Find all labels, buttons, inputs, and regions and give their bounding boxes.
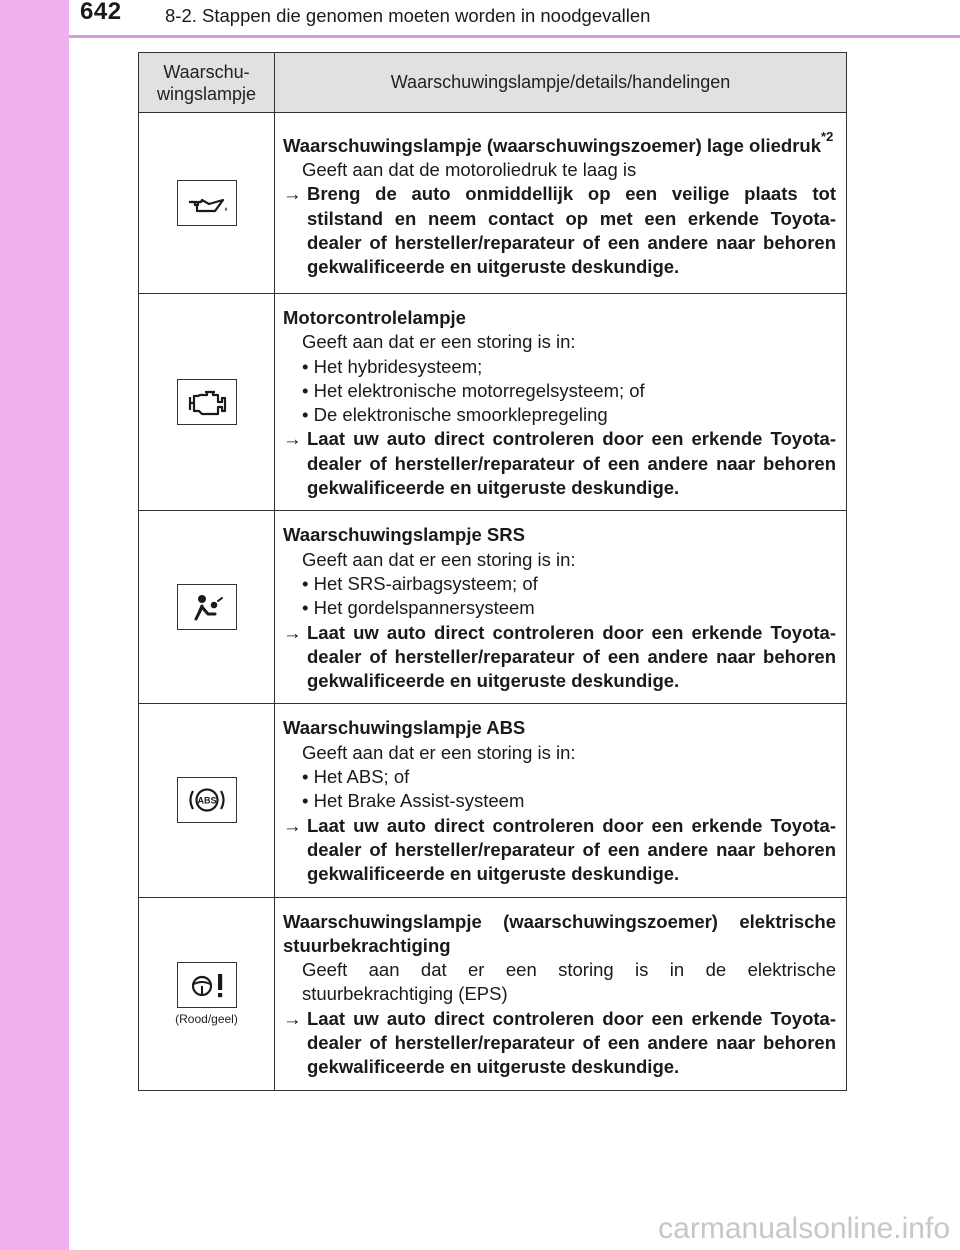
item-description: Geeft aan dat er een storing is in: bbox=[302, 741, 576, 763]
table-row bbox=[139, 897, 847, 1090]
item-title-text: Waarschuwingslampje (waarschuwingszoemer) lage oliedruk bbox=[283, 134, 822, 156]
item-description: Geeft aan dat er een storing is in de elektrische stuurbekrachtiging (EPS) bbox=[302, 959, 836, 1005]
item-action-text: Laat uw auto direct controleren door een erkende Toyota-dealer of hersteller/reparateur of een andere naar behoren gekwalificeerde en uitgeruste deskundige. bbox=[307, 814, 836, 885]
item-description: Geeft aan dat er een storing is in: bbox=[302, 548, 576, 570]
item-action-text: Laat uw auto direct controleren door een erkende Toyota-dealer of hersteller/reparateur of een andere naar behoren gekwalificeerde en uitgeruste deskundige. bbox=[307, 428, 836, 499]
abs-icon-label: ABS bbox=[196, 795, 217, 806]
item-description: Geeft aan dat de motoroliedruk te laag is bbox=[302, 158, 637, 180]
item-action bbox=[283, 1007, 836, 1080]
section-title: 8-2. Stappen die genomen moeten worden in noodgevallen bbox=[165, 5, 651, 26]
item-action bbox=[283, 621, 836, 694]
text-cell bbox=[275, 704, 847, 897]
item-action bbox=[283, 814, 836, 887]
item-action-text: Breng de auto onmiddellijk op een veilige plaats tot stilstand en neem contact op met een erkende Toyota-dealer of hersteller/reparateur of een andere naar behoren gekwalificeerde en uitgeruste deskundige. bbox=[307, 183, 836, 278]
table-header-row bbox=[139, 53, 847, 113]
side-color-strip bbox=[0, 0, 69, 1250]
list-item: • Het hybridesysteem; bbox=[302, 355, 483, 377]
item-description: Geeft aan dat er een storing is in: bbox=[302, 331, 576, 353]
text-cell bbox=[275, 113, 847, 294]
icon-cell bbox=[139, 704, 275, 897]
text-cell bbox=[275, 897, 847, 1090]
item-title: Waarschuwingslampje ABS bbox=[283, 717, 526, 739]
item-action bbox=[283, 182, 836, 279]
table-row bbox=[139, 511, 847, 704]
table-row bbox=[139, 113, 847, 294]
watermark: carmanualsonline.info bbox=[658, 1212, 950, 1245]
list-item: • Het SRS-airbagsysteem; of bbox=[302, 572, 538, 594]
page-number: 642 bbox=[80, 0, 122, 25]
arrow-icon: → bbox=[283, 1007, 302, 1029]
list-item: • Het elektronische motorregelsysteem; of bbox=[302, 379, 645, 401]
text-cell bbox=[275, 511, 847, 704]
icon-cell bbox=[139, 294, 275, 511]
power-steering-icon bbox=[177, 962, 237, 1008]
icon-cell bbox=[139, 511, 275, 704]
item-title: Waarschuwingslampje (waarschuwingszoemer) elektrische stuurbekrachtiging bbox=[283, 910, 836, 956]
item-title bbox=[283, 129, 836, 158]
table-row bbox=[139, 294, 847, 511]
list-item: • Het ABS; of bbox=[302, 766, 410, 788]
col2-header: Waarschuwingslampje/details/handelingen bbox=[275, 53, 847, 113]
table-row bbox=[139, 704, 847, 897]
list-item: • Het gordelspannersysteem bbox=[302, 597, 535, 619]
item-action-text: Laat uw auto direct controleren door een erkende Toyota-dealer of hersteller/reparateur of een andere naar behoren gekwalificeerde en uitgeruste deskundige. bbox=[307, 1007, 836, 1078]
warning-lights-table-wrap bbox=[138, 52, 847, 1091]
oil-pressure-icon bbox=[177, 180, 237, 226]
col1-header bbox=[139, 53, 275, 113]
warning-lights-table bbox=[138, 52, 847, 1091]
icon-cell bbox=[139, 113, 275, 294]
icon-caption: (Rood/geel) bbox=[175, 1011, 238, 1026]
arrow-icon: → bbox=[283, 183, 302, 205]
list-item: • De elektronische smoorklepregeling bbox=[302, 404, 608, 426]
arrow-icon: → bbox=[283, 621, 302, 643]
item-action bbox=[283, 427, 836, 500]
list-item: • Het Brake Assist-systeem bbox=[302, 790, 525, 812]
header-rule bbox=[69, 35, 960, 38]
col1-header-label: Waarschu- wingslampje bbox=[156, 61, 257, 104]
arrow-icon: → bbox=[283, 428, 302, 450]
item-title: Motorcontrolelampje bbox=[283, 307, 466, 328]
text-cell bbox=[275, 294, 847, 511]
item-action-text: Laat uw auto direct controleren door een erkende Toyota-dealer of hersteller/reparateur of een andere naar behoren gekwalificeerde en uitgeruste deskundige. bbox=[307, 621, 836, 692]
srs-airbag-icon bbox=[177, 584, 237, 630]
footnote-ref: *2 bbox=[821, 128, 834, 144]
item-title: Waarschuwingslampje SRS bbox=[283, 524, 525, 546]
abs-icon bbox=[177, 777, 237, 823]
arrow-icon: → bbox=[283, 814, 302, 836]
check-engine-icon bbox=[177, 379, 237, 425]
icon-cell bbox=[139, 897, 275, 1090]
